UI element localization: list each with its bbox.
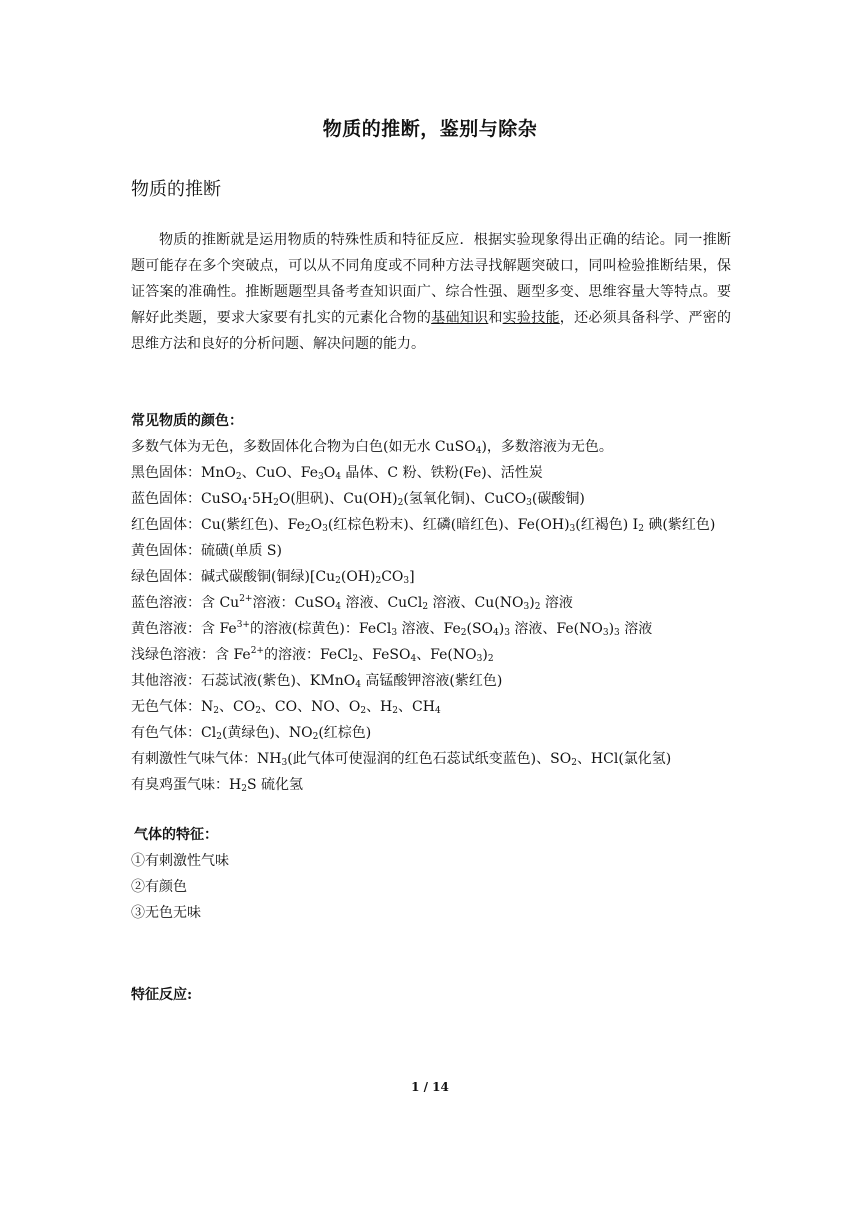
characteristic-reactions-section (131, 982, 751, 1008)
colors-line-blue-solution: 蓝色溶液：含 $Cu^{2+}$溶液：CuSO$_4$ 溶液、CuCl$_2$ 溶液、$Cu(NO_3)_2$ 溶液 (131, 594, 573, 612)
colors-line-blue-solid: 蓝色固体：$CuSO_4\cdot 5H_2O$(胆矾)、$Cu(OH)_2$(氢氧化铜)、CuCO$_3$(碳酸铜) (131, 491, 585, 508)
intro-text-2: ，还必须具备科学、严密的思维方法和良好的分析问题、解决问题的能力。 (131, 310, 732, 352)
gas-item-colorless: ③无色无味 (131, 905, 201, 921)
section-heading: 物质的推断 (131, 179, 221, 200)
page-indicator: 1 / 14 (411, 1080, 449, 1094)
colors-line-black-solid: 黑色固体：MnO$_2$、CuO、$Fe_3O_4$ 晶体、C 粉、铁粉(Fe)、活性炭 (131, 465, 543, 482)
intro-connector: 和 (488, 310, 503, 326)
colors-line-pungent-gas: 有刺激性气味气体：$NH_3$(此气体可使湿润的红色石蕊试纸变蓝色)、$SO_2$、HCl(氯化氢) (131, 751, 672, 768)
colors-line-colorless-gas: 无色气体：$N_2$、$CO_2$、CO、NO、$O_2$、$H_2$、$CH_4$ (131, 699, 441, 716)
gas-heading: 气体的特征： (134, 827, 218, 843)
colors-line-rotten-egg-gas: 有臭鸡蛋气味：$H_2S$ 硫化氢 (131, 777, 303, 794)
colors-heading: 常见物质的颜色： (131, 413, 243, 429)
common-colors-section (131, 408, 751, 798)
intro-paragraph (131, 227, 731, 357)
colors-line-yellow-solution: 黄色溶液：含 $Fe^{3+}$的溶液(棕黄色)：FeCl$_3$ 溶液、$Fe_2(SO_4)_3$ 溶液、$Fe(NO_3)_3$ 溶液 (131, 620, 653, 638)
intro-text-1: 物质的推断就是运用物质的特殊性质和特征反应．根据实验现象得出正确的结论。同一推断题可能存在多个突破点，可以从不同角度或不同种方法寻找解题突破口，同叫检验推断结果，保证答案的准确性。推断题题型具备考查知识面广、综合性强、题型多变、思维容量大等特点。要解好此类题，要求大家要有扎实的元素化合物的 (131, 232, 731, 326)
colors-line-general: 多数气体为无色，多数固体化合物为白色(如无水 CuSO$_4$)，多数溶液为无色。 (131, 439, 613, 456)
document-title: 物质的推断，鉴别与除杂 (322, 118, 538, 140)
experiment-skill-link[interactable]: 实验技能 (502, 310, 560, 326)
colors-line-light-green-solution: 浅绿色溶液：含 $Fe^{2+}$的溶液：FeCl$_2$、FeSO$_4$、$Fe(NO_3)_2$ (131, 646, 494, 664)
colors-line-colored-gas: 有色气体：$Cl_2$(黄绿色)、$NO_2$(红棕色) (131, 725, 372, 742)
colors-line-yellow-solid: 黄色固体：硫磺(单质 S) (131, 543, 282, 559)
basic-knowledge-link[interactable]: 基础知识 (431, 310, 489, 326)
gas-item-colored: ②有颜色 (131, 879, 187, 895)
colors-line-green-solid: 绿色固体：碱式碳酸铜(铜绿)$[Cu_2(OH)_2CO_3]$ (131, 569, 415, 586)
gas-features-section (131, 822, 751, 926)
gas-item-pungent: ①有刺激性气味 (131, 853, 229, 869)
colors-line-red-solid: 红色固体：Cu(紫红色)、$Fe_2O_3$(红棕色粉末)、红磷(暗红色)、$Fe(OH)_3$(红褐色) $I_2$ 碘(紫红色) (131, 517, 716, 534)
colors-line-other-solution: 其他溶液：石蕊试液(紫色)、KMnO$_4$ 高锰酸钾溶液(紫红色) (131, 673, 503, 690)
reactions-heading: 特征反应: (131, 987, 193, 1003)
